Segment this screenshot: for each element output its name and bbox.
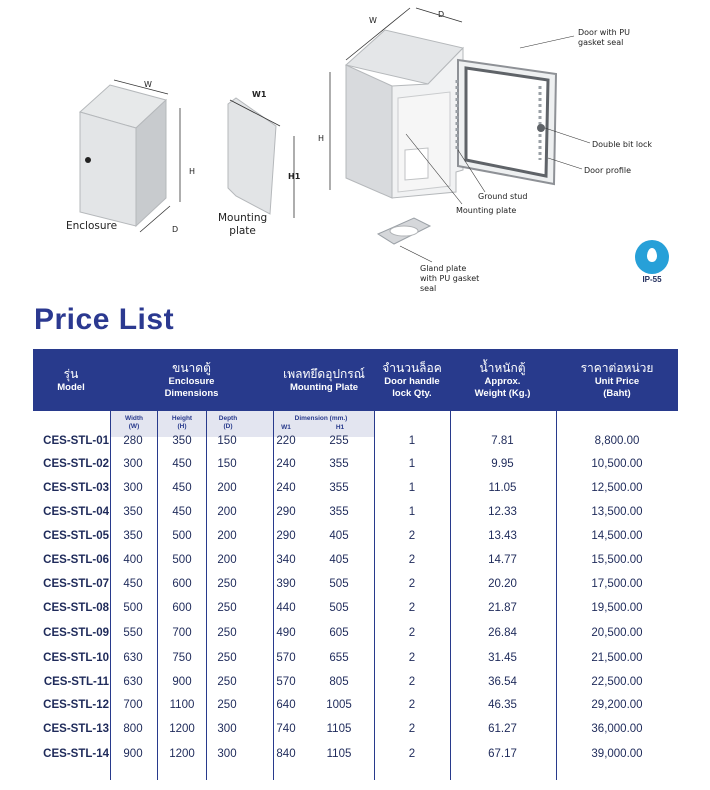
header-plate-english: Mounting Plate bbox=[289, 381, 359, 393]
h1-cell: 355 bbox=[329, 506, 349, 518]
h1-cell: 355 bbox=[329, 458, 349, 470]
w-large-dimension-label: W bbox=[369, 16, 377, 25]
width-cell: 400 bbox=[123, 554, 143, 566]
h1-cell: 255 bbox=[329, 435, 349, 447]
enclosure-label: Enclosure bbox=[66, 220, 118, 232]
price-cell: 19,500.00 bbox=[591, 602, 643, 614]
header-model-thai: รุ่น bbox=[63, 366, 79, 381]
w1-dimension-label: W1 bbox=[252, 90, 267, 99]
price-cell: 14,500.00 bbox=[591, 530, 643, 542]
lock-qty-cell: 2 bbox=[408, 530, 416, 542]
weight-cell: 9.95 bbox=[491, 458, 514, 470]
w1-cell: 640 bbox=[276, 699, 296, 711]
height-cell: 1200 bbox=[169, 723, 195, 735]
height-cell: 450 bbox=[172, 482, 192, 494]
model-cell: CES-STL-02 bbox=[43, 458, 109, 470]
weight-cell: 46.35 bbox=[488, 699, 517, 711]
table-row bbox=[33, 524, 678, 548]
table-row bbox=[33, 572, 678, 596]
header-price-thai: ราคาต่อหน่วย bbox=[580, 360, 654, 375]
table-row bbox=[33, 452, 678, 476]
price-cell: 39,000.00 bbox=[591, 748, 643, 760]
weight-cell: 26.84 bbox=[488, 627, 517, 639]
product-diagram bbox=[0, 0, 710, 300]
header-plate-thai: เพลทยึดอุปกรณ์ bbox=[283, 366, 365, 381]
w1-cell: 390 bbox=[276, 578, 296, 590]
weight-cell: 11.05 bbox=[488, 482, 517, 494]
header-weight-english: Approx. Weight (Kg.) bbox=[474, 375, 531, 399]
width-cell: 300 bbox=[123, 458, 143, 470]
ground-stud-label: Ground stud bbox=[478, 192, 528, 201]
weight-cell: 13.43 bbox=[488, 530, 517, 542]
model-cell: CES-STL-12 bbox=[43, 699, 109, 711]
weight-cell: 31.45 bbox=[488, 652, 517, 664]
w1-cell: 570 bbox=[276, 676, 296, 688]
depth-cell: 150 bbox=[217, 435, 237, 447]
depth-cell: 200 bbox=[217, 482, 237, 494]
table-row bbox=[33, 670, 678, 694]
depth-cell: 150 bbox=[217, 458, 237, 470]
page-title: Price List bbox=[34, 303, 175, 336]
h1-cell: 605 bbox=[329, 627, 349, 639]
width-cell: 550 bbox=[123, 627, 143, 639]
width-cell: 900 bbox=[123, 748, 143, 760]
mounting-plate-drawing bbox=[228, 98, 294, 218]
table-header bbox=[33, 349, 678, 411]
price-cell: 12,500.00 bbox=[591, 482, 643, 494]
depth-cell: 200 bbox=[217, 506, 237, 518]
h1-cell: 505 bbox=[329, 578, 349, 590]
table-row bbox=[33, 500, 678, 524]
depth-cell: 250 bbox=[217, 627, 237, 639]
model-cell: CES-STL-09 bbox=[43, 627, 109, 639]
header-size-english: Enclosure Dimensions bbox=[164, 375, 219, 399]
weight-cell: 7.81 bbox=[491, 435, 514, 447]
w1-cell: 490 bbox=[276, 627, 296, 639]
weight-cell: 61.27 bbox=[488, 723, 517, 735]
width-cell: 500 bbox=[123, 602, 143, 614]
weight-cell: 36.54 bbox=[488, 676, 517, 688]
weight-cell: 12.33 bbox=[488, 506, 517, 518]
h-large-dimension-label: H bbox=[318, 134, 325, 143]
door-profile-label: Door profile bbox=[584, 166, 632, 175]
height-cell: 450 bbox=[172, 506, 192, 518]
header-lock-thai: จำนวนล็อค bbox=[382, 360, 442, 375]
h1-dimension-label: H1 bbox=[288, 172, 301, 181]
subheader-height: Height (H) bbox=[171, 415, 193, 430]
model-cell: CES-STL-14 bbox=[43, 748, 109, 760]
w1-cell: 440 bbox=[276, 602, 296, 614]
table-row bbox=[33, 596, 678, 620]
height-cell: 500 bbox=[172, 554, 192, 566]
lock-qty-cell: 2 bbox=[408, 554, 416, 566]
price-cell: 10,500.00 bbox=[591, 458, 643, 470]
height-cell: 350 bbox=[172, 435, 192, 447]
depth-cell: 250 bbox=[217, 578, 237, 590]
w1-cell: 240 bbox=[276, 482, 296, 494]
w1-cell: 220 bbox=[276, 435, 296, 447]
header-model-english: Model bbox=[57, 381, 85, 393]
price-cell: 13,500.00 bbox=[591, 506, 643, 518]
water-drop-icon bbox=[635, 240, 669, 274]
weight-cell: 21.87 bbox=[488, 602, 517, 614]
mounting-plate-part-label: Mounting plate bbox=[456, 206, 517, 215]
header-enclosure-dimensions bbox=[110, 349, 273, 411]
table-row bbox=[33, 476, 678, 500]
lock-qty-cell: 2 bbox=[408, 652, 416, 664]
table-row bbox=[33, 548, 678, 572]
lock-qty-cell: 2 bbox=[408, 676, 416, 688]
model-cell: CES-STL-13 bbox=[43, 723, 109, 735]
width-cell: 630 bbox=[123, 676, 143, 688]
model-cell: CES-STL-04 bbox=[43, 506, 109, 518]
door-pu-gasket-label: Door with PU gasket seal bbox=[578, 28, 630, 47]
price-cell: 8,800.00 bbox=[594, 435, 640, 447]
lock-qty-cell: 2 bbox=[408, 627, 416, 639]
w1-cell: 570 bbox=[276, 652, 296, 664]
h1-cell: 1105 bbox=[326, 748, 352, 760]
model-cell: CES-STL-06 bbox=[43, 554, 109, 566]
price-cell: 20,500.00 bbox=[591, 627, 643, 639]
h1-cell: 405 bbox=[329, 554, 349, 566]
height-cell: 750 bbox=[172, 652, 192, 664]
w1-cell: 290 bbox=[276, 506, 296, 518]
width-cell: 300 bbox=[123, 482, 143, 494]
model-cell: CES-STL-05 bbox=[43, 530, 109, 542]
model-cell: CES-STL-07 bbox=[43, 578, 109, 590]
height-cell: 700 bbox=[172, 627, 192, 639]
width-cell: 700 bbox=[123, 699, 143, 711]
mounting-plate-label: Mounting plate bbox=[218, 212, 268, 237]
header-size-thai: ขนาดตู้ bbox=[172, 360, 211, 375]
height-cell: 900 bbox=[172, 676, 192, 688]
price-cell: 21,500.00 bbox=[591, 652, 643, 664]
depth-cell: 300 bbox=[217, 723, 237, 735]
height-cell: 450 bbox=[172, 458, 192, 470]
weight-cell: 67.17 bbox=[488, 748, 517, 760]
gland-plate-label: Gland plate with PU gasket seal bbox=[420, 264, 480, 293]
h1-cell: 355 bbox=[329, 482, 349, 494]
table-row bbox=[33, 742, 678, 766]
h1-cell: 505 bbox=[329, 602, 349, 614]
w1-cell: 840 bbox=[276, 748, 296, 760]
subheader-dimension: Dimension (mm.) bbox=[294, 415, 348, 422]
weight-cell: 14.77 bbox=[488, 554, 517, 566]
w-dimension-label: W bbox=[144, 80, 152, 89]
width-cell: 350 bbox=[123, 530, 143, 542]
large-enclosure-drawing bbox=[330, 8, 590, 262]
height-cell: 600 bbox=[172, 602, 192, 614]
header-lock-english: Door handle lock Qty. bbox=[384, 375, 440, 399]
w1-cell: 740 bbox=[276, 723, 296, 735]
subheader-depth: Depth (D) bbox=[218, 415, 238, 430]
header-mounting-plate bbox=[274, 349, 374, 411]
small-enclosure-drawing bbox=[80, 80, 180, 232]
table-row bbox=[33, 646, 678, 670]
model-cell: CES-STL-10 bbox=[43, 652, 109, 664]
header-weight-thai: น้ำหนักตู้ bbox=[479, 360, 526, 375]
table-row bbox=[33, 621, 678, 645]
subheader-w1: W1 bbox=[281, 424, 291, 431]
lock-qty-cell: 1 bbox=[408, 482, 416, 494]
lock-qty-cell: 1 bbox=[408, 506, 416, 518]
depth-cell: 200 bbox=[217, 554, 237, 566]
lock-qty-cell: 1 bbox=[408, 458, 416, 470]
model-cell: CES-STL-08 bbox=[43, 602, 109, 614]
height-cell: 1100 bbox=[169, 699, 195, 711]
width-cell: 350 bbox=[123, 506, 143, 518]
weight-cell: 20.20 bbox=[488, 578, 517, 590]
table-row bbox=[33, 717, 678, 741]
lock-qty-cell: 2 bbox=[408, 578, 416, 590]
d-dimension-label: D bbox=[172, 225, 179, 234]
height-cell: 600 bbox=[172, 578, 192, 590]
model-cell: CES-STL-03 bbox=[43, 482, 109, 494]
table-row bbox=[33, 693, 678, 717]
header-lock-qty bbox=[375, 349, 449, 411]
h1-cell: 1105 bbox=[326, 723, 352, 735]
lock-qty-cell: 2 bbox=[408, 602, 416, 614]
header-model bbox=[33, 349, 109, 411]
w1-cell: 290 bbox=[276, 530, 296, 542]
height-cell: 500 bbox=[172, 530, 192, 542]
width-cell: 800 bbox=[123, 723, 143, 735]
header-price-english: Unit Price (Baht) bbox=[594, 375, 640, 399]
h1-cell: 1005 bbox=[326, 699, 352, 711]
ip-rating-badge bbox=[634, 240, 670, 284]
lock-qty-cell: 2 bbox=[408, 723, 416, 735]
model-cell: CES-STL-11 bbox=[43, 676, 109, 688]
lock-qty-cell: 1 bbox=[408, 435, 416, 447]
price-cell: 36,000.00 bbox=[591, 723, 643, 735]
w1-cell: 240 bbox=[276, 458, 296, 470]
h1-cell: 805 bbox=[329, 676, 349, 688]
h-dimension-label: H bbox=[189, 167, 196, 176]
depth-cell: 200 bbox=[217, 530, 237, 542]
depth-cell: 250 bbox=[217, 699, 237, 711]
lock-qty-cell: 2 bbox=[408, 699, 416, 711]
lock-qty-cell: 2 bbox=[408, 748, 416, 760]
price-cell: 17,500.00 bbox=[591, 578, 643, 590]
double-bit-lock-label: Double bit lock bbox=[592, 140, 653, 149]
depth-cell: 300 bbox=[217, 748, 237, 760]
depth-cell: 250 bbox=[217, 602, 237, 614]
header-unit-price bbox=[556, 349, 678, 411]
ip-rating-text: IP-55 bbox=[642, 275, 662, 284]
model-cell: CES-STL-01 bbox=[43, 435, 109, 447]
width-cell: 280 bbox=[123, 435, 143, 447]
w1-cell: 340 bbox=[276, 554, 296, 566]
price-cell: 22,500.00 bbox=[591, 676, 643, 688]
subheader-width: Width (W) bbox=[125, 415, 143, 430]
subheader-h1: H1 bbox=[335, 424, 345, 431]
width-cell: 450 bbox=[123, 578, 143, 590]
price-cell: 15,500.00 bbox=[591, 554, 643, 566]
d-large-dimension-label: D bbox=[438, 10, 445, 19]
width-cell: 630 bbox=[123, 652, 143, 664]
h1-cell: 405 bbox=[329, 530, 349, 542]
price-cell: 29,200.00 bbox=[591, 699, 643, 711]
h1-cell: 655 bbox=[329, 652, 349, 664]
depth-cell: 250 bbox=[217, 652, 237, 664]
height-cell: 1200 bbox=[169, 748, 195, 760]
header-weight bbox=[450, 349, 555, 411]
depth-cell: 250 bbox=[217, 676, 237, 688]
table-row bbox=[33, 429, 678, 453]
